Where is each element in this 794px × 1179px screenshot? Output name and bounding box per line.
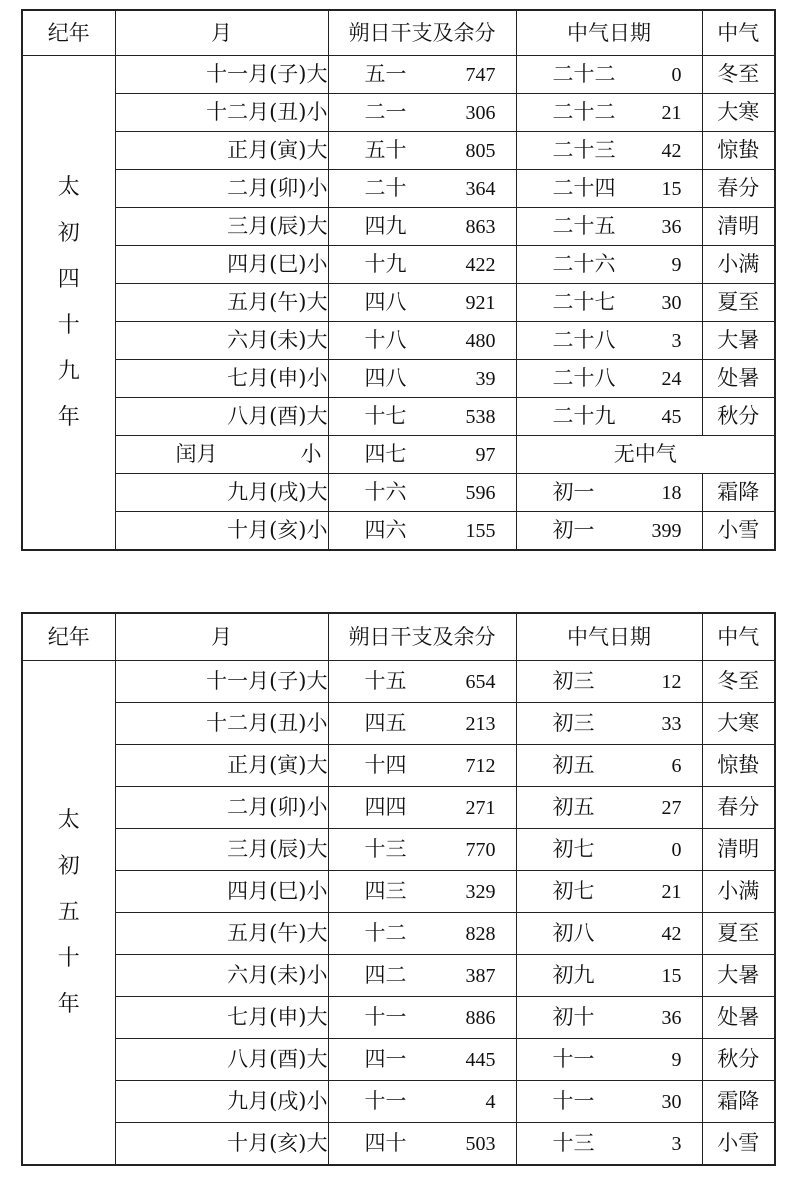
ganzhi-cell	[328, 94, 516, 132]
table-row	[22, 787, 775, 829]
zq-date-cell	[516, 474, 702, 512]
month-cell: 十一月(子)大	[115, 56, 328, 94]
zq-day: 二十九	[552, 404, 616, 428]
ganzhi-value: 四七	[364, 442, 407, 466]
zq-date-cell	[516, 913, 702, 955]
zq-day: 初十	[552, 1005, 595, 1029]
ganzhi-remainder: 445	[465, 1048, 496, 1071]
zq-day: 二十六	[552, 252, 616, 276]
zq-day: 初五	[552, 753, 595, 777]
zq-name-cell: 小雪	[702, 1123, 775, 1166]
zq-date-cell	[516, 246, 702, 284]
ganzhi-cell	[328, 512, 516, 551]
zq-name-cell: 小满	[702, 246, 775, 284]
table-row-leap-month	[22, 436, 775, 474]
ganzhi-value: 四十	[364, 1131, 407, 1155]
table-header-row	[22, 10, 775, 56]
ganzhi-value: 十一	[364, 1089, 407, 1113]
era-label: 太初五十年	[57, 807, 80, 1017]
zq-date-cell	[516, 56, 702, 94]
zq-remainder: 6	[671, 754, 682, 777]
header-zq-date: 中气日期	[516, 10, 702, 56]
table-row	[22, 745, 775, 787]
zq-day: 二十二	[552, 100, 616, 124]
zq-day: 初一	[552, 518, 595, 542]
zq-day: 二十七	[552, 290, 616, 314]
ganzhi-cell	[328, 474, 516, 512]
month-cell: 六月(未)小	[115, 955, 328, 997]
ganzhi-remainder: 387	[465, 964, 496, 987]
ganzhi-remainder: 39	[475, 367, 496, 390]
ganzhi-cell	[328, 997, 516, 1039]
ganzhi-cell	[328, 871, 516, 913]
zq-remainder: 21	[661, 101, 682, 124]
zq-day: 二十五	[552, 214, 616, 238]
leap-month-name: 闰月	[175, 442, 218, 466]
zq-name-cell: 冬至	[702, 56, 775, 94]
zq-day: 十三	[552, 1131, 595, 1155]
zq-date-cell	[516, 94, 702, 132]
ganzhi-cell	[328, 955, 516, 997]
ganzhi-value: 十二	[364, 921, 407, 945]
month-cell: 八月(酉)大	[115, 1039, 328, 1081]
ganzhi-remainder: 596	[465, 481, 496, 504]
zq-remainder: 30	[661, 291, 682, 314]
ganzhi-cell	[328, 398, 516, 436]
zq-day: 初五	[552, 795, 595, 819]
ganzhi-remainder: 654	[465, 670, 496, 693]
zq-date-cell	[516, 170, 702, 208]
ganzhi-cell	[328, 787, 516, 829]
table-row	[22, 94, 775, 132]
ganzhi-cell	[328, 284, 516, 322]
ganzhi-cell	[328, 360, 516, 398]
ganzhi-cell	[328, 1123, 516, 1166]
zq-day: 初七	[552, 837, 595, 861]
ganzhi-cell	[328, 829, 516, 871]
table-row	[22, 955, 775, 997]
ganzhi-remainder: 863	[465, 215, 496, 238]
table-row	[22, 913, 775, 955]
table-row	[22, 398, 775, 436]
month-cell: 正月(寅)大	[115, 745, 328, 787]
zq-day: 初一	[552, 480, 595, 504]
month-cell: 九月(戌)小	[115, 1081, 328, 1123]
table-row	[22, 512, 775, 551]
table-row	[22, 322, 775, 360]
zq-remainder: 3	[671, 329, 682, 352]
zq-remainder: 33	[661, 712, 682, 735]
ganzhi-remainder: 97	[475, 443, 496, 466]
table-row	[22, 871, 775, 913]
table-row	[22, 703, 775, 745]
zq-date-cell	[516, 661, 702, 703]
ganzhi-remainder: 538	[465, 405, 496, 428]
ganzhi-cell	[328, 132, 516, 170]
month-cell: 三月(辰)大	[115, 208, 328, 246]
month-cell: 十月(亥)大	[115, 1123, 328, 1166]
zq-date-cell	[516, 829, 702, 871]
zq-date-cell	[516, 1123, 702, 1166]
ganzhi-value: 五十	[364, 138, 407, 162]
ganzhi-value: 十五	[364, 669, 407, 693]
zq-name-cell: 春分	[702, 170, 775, 208]
zq-day: 二十三	[552, 138, 616, 162]
ganzhi-cell	[328, 913, 516, 955]
no-zhongqi-cell: 无中气	[516, 436, 775, 474]
month-cell: 十二月(丑)小	[115, 703, 328, 745]
ganzhi-value: 四八	[364, 366, 407, 390]
ganzhi-cell	[328, 170, 516, 208]
month-cell: 七月(申)小	[115, 360, 328, 398]
table-row	[22, 1123, 775, 1166]
zq-date-cell	[516, 360, 702, 398]
zq-date-cell	[516, 1039, 702, 1081]
zq-name-cell: 大寒	[702, 703, 775, 745]
zq-date-cell	[516, 745, 702, 787]
table-row	[22, 56, 775, 94]
month-cell: 六月(未)大	[115, 322, 328, 360]
month-cell: 十月(亥)小	[115, 512, 328, 551]
zq-remainder: 21	[661, 880, 682, 903]
ganzhi-cell	[328, 1039, 516, 1081]
era-cell	[22, 661, 115, 1166]
zq-remainder: 0	[671, 838, 682, 861]
table-row	[22, 208, 775, 246]
zq-remainder: 399	[651, 519, 682, 542]
ganzhi-value: 四二	[364, 963, 407, 987]
zq-remainder: 42	[661, 139, 682, 162]
month-cell-leap	[115, 436, 328, 474]
table-row	[22, 170, 775, 208]
ganzhi-cell	[328, 56, 516, 94]
zq-name-cell: 大暑	[702, 322, 775, 360]
month-cell: 五月(午)大	[115, 284, 328, 322]
zq-name-cell: 处暑	[702, 997, 775, 1039]
zq-day: 十一	[552, 1089, 595, 1113]
zq-remainder: 36	[661, 1006, 682, 1029]
month-cell: 十二月(丑)小	[115, 94, 328, 132]
zq-name-cell: 霜降	[702, 1081, 775, 1123]
zq-day: 十一	[552, 1047, 595, 1071]
zq-day: 初七	[552, 879, 595, 903]
ganzhi-value: 四五	[364, 711, 407, 735]
ganzhi-remainder: 480	[465, 329, 496, 352]
header-month: 月	[115, 10, 328, 56]
zq-name-cell: 惊蛰	[702, 132, 775, 170]
zq-remainder: 42	[661, 922, 682, 945]
ganzhi-value: 十九	[364, 252, 407, 276]
header-zq: 中气	[702, 10, 775, 56]
ganzhi-value: 十三	[364, 837, 407, 861]
table-row	[22, 132, 775, 170]
zq-remainder: 24	[661, 367, 682, 390]
ganzhi-value: 四四	[364, 795, 407, 819]
ganzhi-value: 四九	[364, 214, 407, 238]
ganzhi-remainder: 271	[465, 796, 496, 819]
table-row	[22, 360, 775, 398]
ganzhi-value: 四八	[364, 290, 407, 314]
table-row	[22, 246, 775, 284]
ganzhi-cell	[328, 322, 516, 360]
ganzhi-remainder: 329	[465, 880, 496, 903]
zq-day: 初三	[552, 711, 595, 735]
ganzhi-value: 五一	[364, 62, 407, 86]
calendar-table-year-49	[21, 9, 776, 551]
zq-name-cell: 小雪	[702, 512, 775, 551]
zq-day: 初八	[552, 921, 595, 945]
header-month: 月	[115, 613, 328, 661]
ganzhi-cell	[328, 703, 516, 745]
ganzhi-remainder: 4	[485, 1090, 496, 1113]
table-header-row	[22, 613, 775, 661]
ganzhi-remainder: 422	[465, 253, 496, 276]
zq-remainder: 15	[661, 964, 682, 987]
month-cell: 八月(酉)大	[115, 398, 328, 436]
zq-day: 二十四	[552, 176, 616, 200]
zq-remainder: 9	[671, 253, 682, 276]
ganzhi-remainder: 747	[465, 63, 496, 86]
ganzhi-value: 四三	[364, 879, 407, 903]
zq-remainder: 36	[661, 215, 682, 238]
month-cell: 二月(卯)小	[115, 170, 328, 208]
header-ganzhi: 朔日干支及余分	[328, 613, 516, 661]
zq-date-cell	[516, 284, 702, 322]
month-cell: 十一月(子)大	[115, 661, 328, 703]
zq-name-cell: 惊蛰	[702, 745, 775, 787]
header-zq-date: 中气日期	[516, 613, 702, 661]
ganzhi-remainder: 921	[465, 291, 496, 314]
ganzhi-remainder: 155	[465, 519, 496, 542]
zq-name-cell: 秋分	[702, 398, 775, 436]
ganzhi-value: 十一	[364, 1005, 407, 1029]
era-label: 太初四十九年	[57, 174, 80, 430]
header-era: 纪年	[22, 613, 115, 661]
zq-date-cell	[516, 997, 702, 1039]
month-cell: 五月(午)大	[115, 913, 328, 955]
leap-month-size: 小	[300, 442, 322, 466]
ganzhi-value: 四一	[364, 1047, 407, 1071]
ganzhi-value: 二一	[364, 100, 407, 124]
ganzhi-value: 二十	[364, 176, 407, 200]
month-cell: 三月(辰)大	[115, 829, 328, 871]
zq-date-cell	[516, 871, 702, 913]
ganzhi-value: 十六	[364, 480, 407, 504]
zq-date-cell	[516, 512, 702, 551]
zq-name-cell: 大寒	[702, 94, 775, 132]
ganzhi-cell	[328, 246, 516, 284]
ganzhi-cell	[328, 436, 516, 474]
zq-day: 二十八	[552, 328, 616, 352]
zq-remainder: 18	[661, 481, 682, 504]
ganzhi-cell	[328, 208, 516, 246]
zq-date-cell	[516, 955, 702, 997]
table-row	[22, 1039, 775, 1081]
zq-remainder: 3	[671, 1132, 682, 1155]
zq-name-cell: 冬至	[702, 661, 775, 703]
ganzhi-cell	[328, 1081, 516, 1123]
zq-name-cell: 清明	[702, 208, 775, 246]
zq-date-cell	[516, 208, 702, 246]
zq-remainder: 45	[661, 405, 682, 428]
zq-name-cell: 处暑	[702, 360, 775, 398]
zq-remainder: 30	[661, 1090, 682, 1113]
zq-day: 二十二	[552, 62, 616, 86]
ganzhi-remainder: 503	[465, 1132, 496, 1155]
month-cell: 正月(寅)大	[115, 132, 328, 170]
ganzhi-remainder: 712	[465, 754, 496, 777]
header-ganzhi: 朔日干支及余分	[328, 10, 516, 56]
header-era: 纪年	[22, 10, 115, 56]
zq-day: 初三	[552, 669, 595, 693]
ganzhi-remainder: 828	[465, 922, 496, 945]
ganzhi-remainder: 770	[465, 838, 496, 861]
zq-name-cell: 大暑	[702, 955, 775, 997]
zq-name-cell: 秋分	[702, 1039, 775, 1081]
ganzhi-remainder: 213	[465, 712, 496, 735]
table-row	[22, 474, 775, 512]
zq-remainder: 0	[671, 63, 682, 86]
ganzhi-remainder: 886	[465, 1006, 496, 1029]
zq-date-cell	[516, 703, 702, 745]
ganzhi-value: 四六	[364, 518, 407, 542]
zq-name-cell: 夏至	[702, 913, 775, 955]
zq-remainder: 27	[661, 796, 682, 819]
zq-name-cell: 春分	[702, 787, 775, 829]
ganzhi-value: 十八	[364, 328, 407, 352]
zq-remainder: 12	[661, 670, 682, 693]
zq-date-cell	[516, 787, 702, 829]
ganzhi-value: 十四	[364, 753, 407, 777]
calendar-table-year-50	[21, 612, 776, 1166]
table-row	[22, 284, 775, 322]
header-zq: 中气	[702, 613, 775, 661]
month-cell: 四月(巳)小	[115, 871, 328, 913]
ganzhi-remainder: 364	[465, 177, 496, 200]
zq-date-cell	[516, 322, 702, 360]
ganzhi-value: 十七	[364, 404, 407, 428]
zq-name-cell: 小满	[702, 871, 775, 913]
table-row	[22, 997, 775, 1039]
zq-name-cell: 夏至	[702, 284, 775, 322]
zq-remainder: 9	[671, 1048, 682, 1071]
ganzhi-remainder: 306	[465, 101, 496, 124]
zq-day: 二十八	[552, 366, 616, 390]
zq-date-cell	[516, 132, 702, 170]
month-cell: 四月(巳)小	[115, 246, 328, 284]
table-row	[22, 829, 775, 871]
table-row	[22, 1081, 775, 1123]
table-row	[22, 661, 775, 703]
month-cell: 七月(申)大	[115, 997, 328, 1039]
month-cell: 二月(卯)小	[115, 787, 328, 829]
zq-name-cell: 霜降	[702, 474, 775, 512]
ganzhi-cell	[328, 661, 516, 703]
ganzhi-remainder: 805	[465, 139, 496, 162]
era-cell	[22, 56, 115, 551]
month-cell: 九月(戌)大	[115, 474, 328, 512]
zq-remainder: 15	[661, 177, 682, 200]
zq-date-cell	[516, 1081, 702, 1123]
ganzhi-cell	[328, 745, 516, 787]
zq-date-cell	[516, 398, 702, 436]
zq-day: 初九	[552, 963, 595, 987]
zq-name-cell: 清明	[702, 829, 775, 871]
